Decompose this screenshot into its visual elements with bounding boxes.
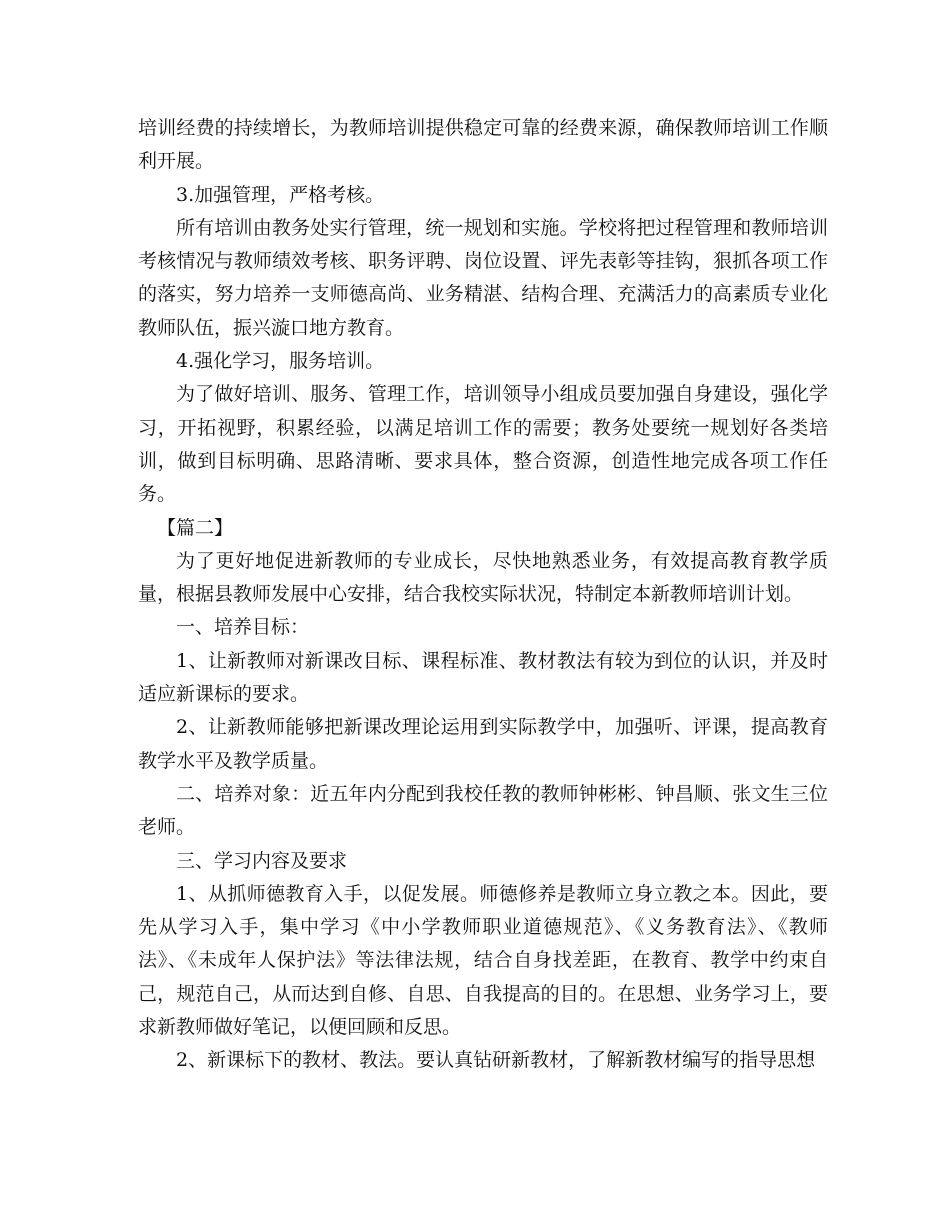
paragraph-9: 1、让新教师对新课改目标、课程标准、教材教法有较为到位的认识，并及时适应新课标的要求。: [138, 649, 828, 706]
paragraph-2: 3.加强管理，严格考核。: [176, 183, 385, 206]
paragraph-11: 二、培养对象：近五年内分配到我校任教的教师钟彬彬、钟昌顺、张文生三位老师。: [138, 782, 828, 839]
paragraph-1: 培训经费的持续增长，为教师培训提供稳定可靠的经费来源，确保教师培训工作顺利开展。: [138, 117, 828, 173]
paragraph-8: 一、培养目标：: [176, 616, 310, 639]
paragraph-7: 为了更好地促进新教师的专业成长，尽快地熟悉业务，有效提高教育教学质量，根据县教师发展中心安排，结合我校实际状况，特制定本新教师培训计划。: [138, 549, 828, 606]
paragraph-14: 2、新课标下的教材、教法。要认真钻研新教材，了解新教材编写的指导思想: [176, 1049, 816, 1072]
document-body: [138, 112, 828, 1078]
section-heading: 【篇二】: [157, 516, 234, 539]
paragraph-13: 1、从抓师德教育入手，以促发展。师德修养是教师立身立教之本。因此，要先从学习入手，集中学习《中小学教师职业道德规范》、《义务教育法》、《教师法》、《未成年人保护法》等法律法规，结合自身找差距，在教育、教学中约束自己，规范自己，从而达到自修、自思、自我提高的目的。在思想、业务学习上，要求新教师做好笔记，以便回顾和反思。: [138, 882, 828, 1039]
paragraph-3: 所有培训由教务处实行管理，统一规划和实施。学校将把过程管理和教师培训考核情况与教师绩效考核、职务评聘、岗位设置、评先表彰等挂钩，狠抓各项工作的落实，努力培养一支师德高尚、业务精湛、结构合理、充满活力的高素质专业化教师队伍，振兴漩口地方教育。: [138, 216, 828, 339]
paragraph-10: 2、让新教师能够把新课改理论运用到实际教学中，加强听、评课，提高教育教学水平及教学质量。: [138, 716, 828, 772]
paragraph-12: 三、学习内容及要求: [176, 849, 348, 872]
paragraph-5: 为了做好培训、服务、管理工作，培训领导小组成员要加强自身建设，强化学习，开拓视野，积累经验，以满足培训工作的需要；教务处要统一规划好各类培训，做到目标明确、思路清晰、要求具体，整合资源，创造性地完成各项工作任务。: [138, 383, 828, 506]
paragraph-4: 4.强化学习，服务培训。: [176, 350, 385, 373]
